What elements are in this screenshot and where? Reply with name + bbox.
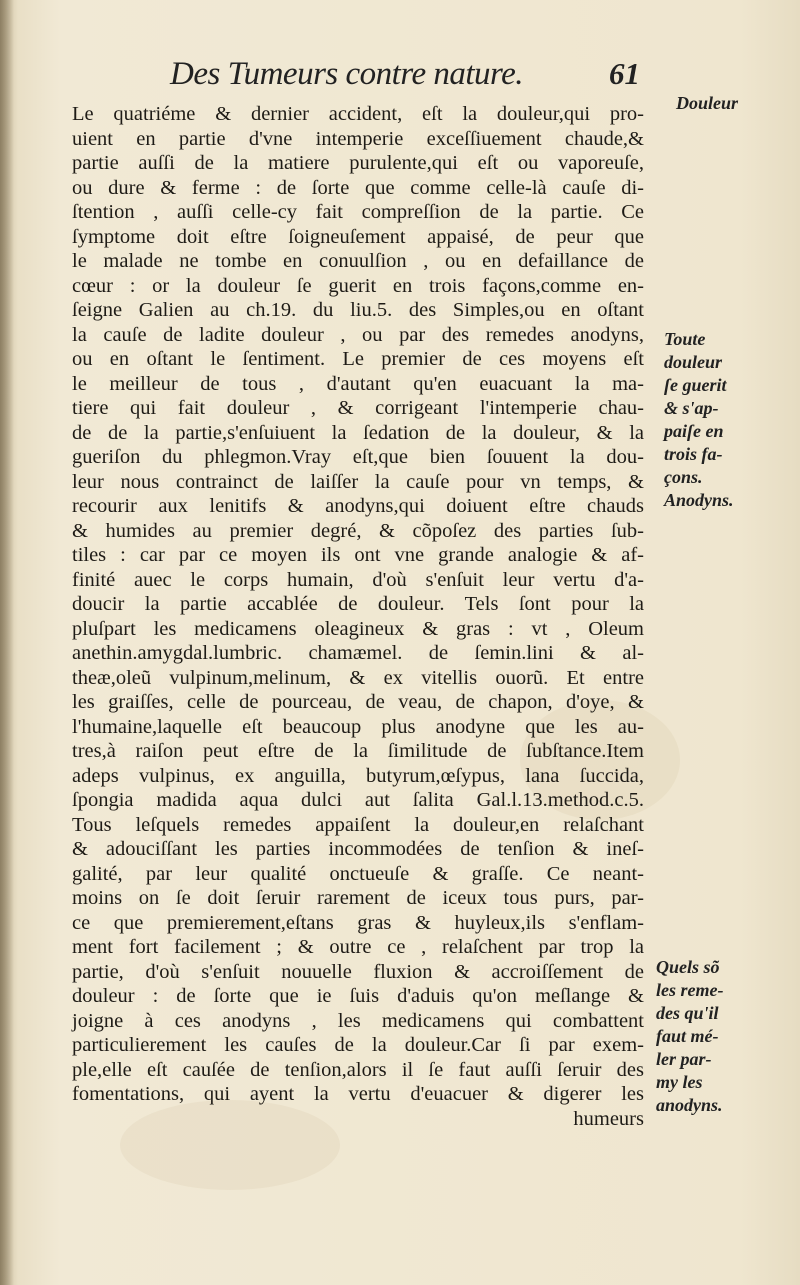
text-line: gueriſon du phlegmon.Vray eſt,que bien ſouuent la dou-: [72, 446, 644, 468]
text-line: de de la partie,s'enſuiuent la ſedation de la douleur, & la: [72, 421, 644, 444]
margin-note-line: Toute: [664, 329, 706, 349]
body-text: [72, 102, 644, 1131]
margin-note-line: my les: [656, 1072, 703, 1092]
text-line: Tous leſquels remedes appaiſent la douleur,en relaſchant: [72, 813, 644, 836]
margin-note-quels-remedes: [656, 956, 786, 1117]
text-line: le malade ne tombe en conuulſion , ou en defaillance de: [72, 250, 644, 272]
text-line: finité auec le corps humain, d'où s'enſuit leur vertu d'a-: [72, 568, 644, 591]
text-line: la cauſe de ladite douleur , ou par des remedes anodyns,: [72, 323, 644, 346]
margin-note-line: & s'ap-: [664, 398, 719, 418]
text-line: les graiſſes, celle de pourceau, de veau, de chapon, d'oye, &: [72, 691, 644, 713]
margin-note-line: trois fa-: [664, 444, 723, 464]
text-line: theæ,oleũ vulpinum,melinum, & ex vitellis ouorũ. Et entre: [72, 666, 644, 689]
text-line: ou en oſtant le ſentiment. Le premier de ces moyens eſt: [72, 348, 644, 370]
text-line: & adouciſſant les parties incommodées de tenſion & ineſ-: [72, 838, 644, 860]
text-line: & humides au premier degré, & cõpoſez des parties ſub-: [72, 519, 644, 542]
margin-note-line: ler par-: [656, 1049, 712, 1069]
text-line: pluſpart les medicamens oleagineux & gras : vt , Oleum: [72, 617, 644, 640]
text-line: tres,à raiſon peut eſtre de la ſimilitude de ſubſtance.Item: [72, 740, 644, 762]
margin-note-line: Quels sõ: [656, 957, 720, 977]
text-line: douleur : de ſorte que ie ſuis d'aduis qu'on meſlange &: [72, 985, 644, 1007]
text-line: l'humaine,laquelle eſt beaucoup plus anodyne que les au-: [72, 715, 644, 738]
text-line: cœur : or la douleur ſe guerit en trois façons,comme en-: [72, 274, 644, 297]
text-line: anethin.amygdal.lumbric. chamæmel. de ſemin.lini & al-: [72, 642, 644, 664]
text-line: tiere qui fait douleur , & corrigeant l'intemperie chau-: [72, 397, 644, 419]
text-line: humeurs: [573, 1107, 644, 1130]
page-number: 61: [609, 56, 640, 91]
margin-note-toute-douleur: [664, 328, 794, 512]
margin-note-line: des qu'il: [656, 1003, 719, 1023]
text-line: tiles : car par ce moyen ils ont vne grande analogie & af-: [72, 544, 644, 566]
text-line: moins on ſe doit ſeruir rarement de iceux tous purs, par-: [72, 887, 644, 909]
margin-note-line: anodyns.: [656, 1095, 723, 1115]
text-line: recourir aux lenitifs & anodyns,qui doiuent eſtre chauds: [72, 495, 644, 517]
text-line: ple,elle eſt cauſée de tenſion,alors il ſe faut auſſi ſeruir des: [72, 1058, 644, 1081]
text-line: particulierement les cauſes de la douleur.Car ſi par exem-: [72, 1034, 644, 1056]
text-line: ſpongia madida aqua dulci aut ſalita Gal.l.13.method.c.5.: [72, 789, 644, 811]
text-line: doucir la partie accablée de douleur. Tels ſont pour la: [72, 593, 644, 615]
running-head: Des Tumeurs contre nature.: [170, 56, 524, 92]
text-line: galité, par leur qualité onctueuſe & graſſe. Ce neant-: [72, 862, 644, 885]
margin-note-line: çons.: [664, 467, 703, 487]
margin-note-line: les reme-: [656, 980, 724, 1000]
margin-note-line: Anodyns.: [664, 490, 734, 510]
text-line: ou dure & ferme : de ſorte que comme celle-là cauſe di-: [72, 176, 644, 199]
text-line: partie, d'où s'enſuit nouuelle fluxion & accroiſſement de: [72, 960, 644, 983]
margin-note-line: faut mé-: [656, 1026, 719, 1046]
text-line: adeps vulpinus, ex anguilla, butyrum,œſypus, lana ſuccida,: [72, 764, 644, 787]
text-line: ſeigne Galien au ch.19. du liu.5. des Simples,ou en oſtant: [72, 299, 644, 321]
margin-note-douleur: [676, 92, 800, 115]
margin-note-line: douleur: [664, 352, 723, 372]
text-line: ſymptome doit eſtre ſoigneuſement appaisé, de peur que: [72, 225, 644, 248]
margin-note-line: ſe guerit: [664, 375, 727, 395]
text-line: leur nous contrainct de laiſſer la cauſe pour vn temps, &: [72, 470, 644, 493]
margin-note-line: Douleur: [676, 93, 739, 113]
text-line: partie auſſi de la matiere purulente,qui eſt ou vaporeuſe,: [72, 152, 644, 174]
text-line: Le quatriéme & dernier accident, eſt la douleur,qui pro-: [72, 103, 644, 125]
text-line: fomentations, qui ayent la vertu d'euacuer & digerer les: [72, 1083, 644, 1105]
gutter-shadow: [0, 0, 14, 1285]
text-line: le meilleur de tous , d'autant qu'en euacuant la ma-: [72, 372, 644, 395]
text-line: ſtention , auſſi celle-cy fait compreſſion de la partie. Ce: [72, 201, 644, 223]
margin-note-line: paiſe en: [664, 421, 724, 441]
text-line: ment fort facilement ; & outre ce , relaſchent par trop la: [72, 936, 644, 958]
text-line: uient en partie d'vne intemperie exceſſiuement chaude,&: [72, 127, 644, 150]
text-line: joigne à ces anodyns , les medicamens qui combattent: [72, 1009, 644, 1032]
text-line: ce que premierement,eſtans gras & huyleux,ils s'enflam-: [72, 911, 644, 934]
page-header: [170, 56, 640, 96]
